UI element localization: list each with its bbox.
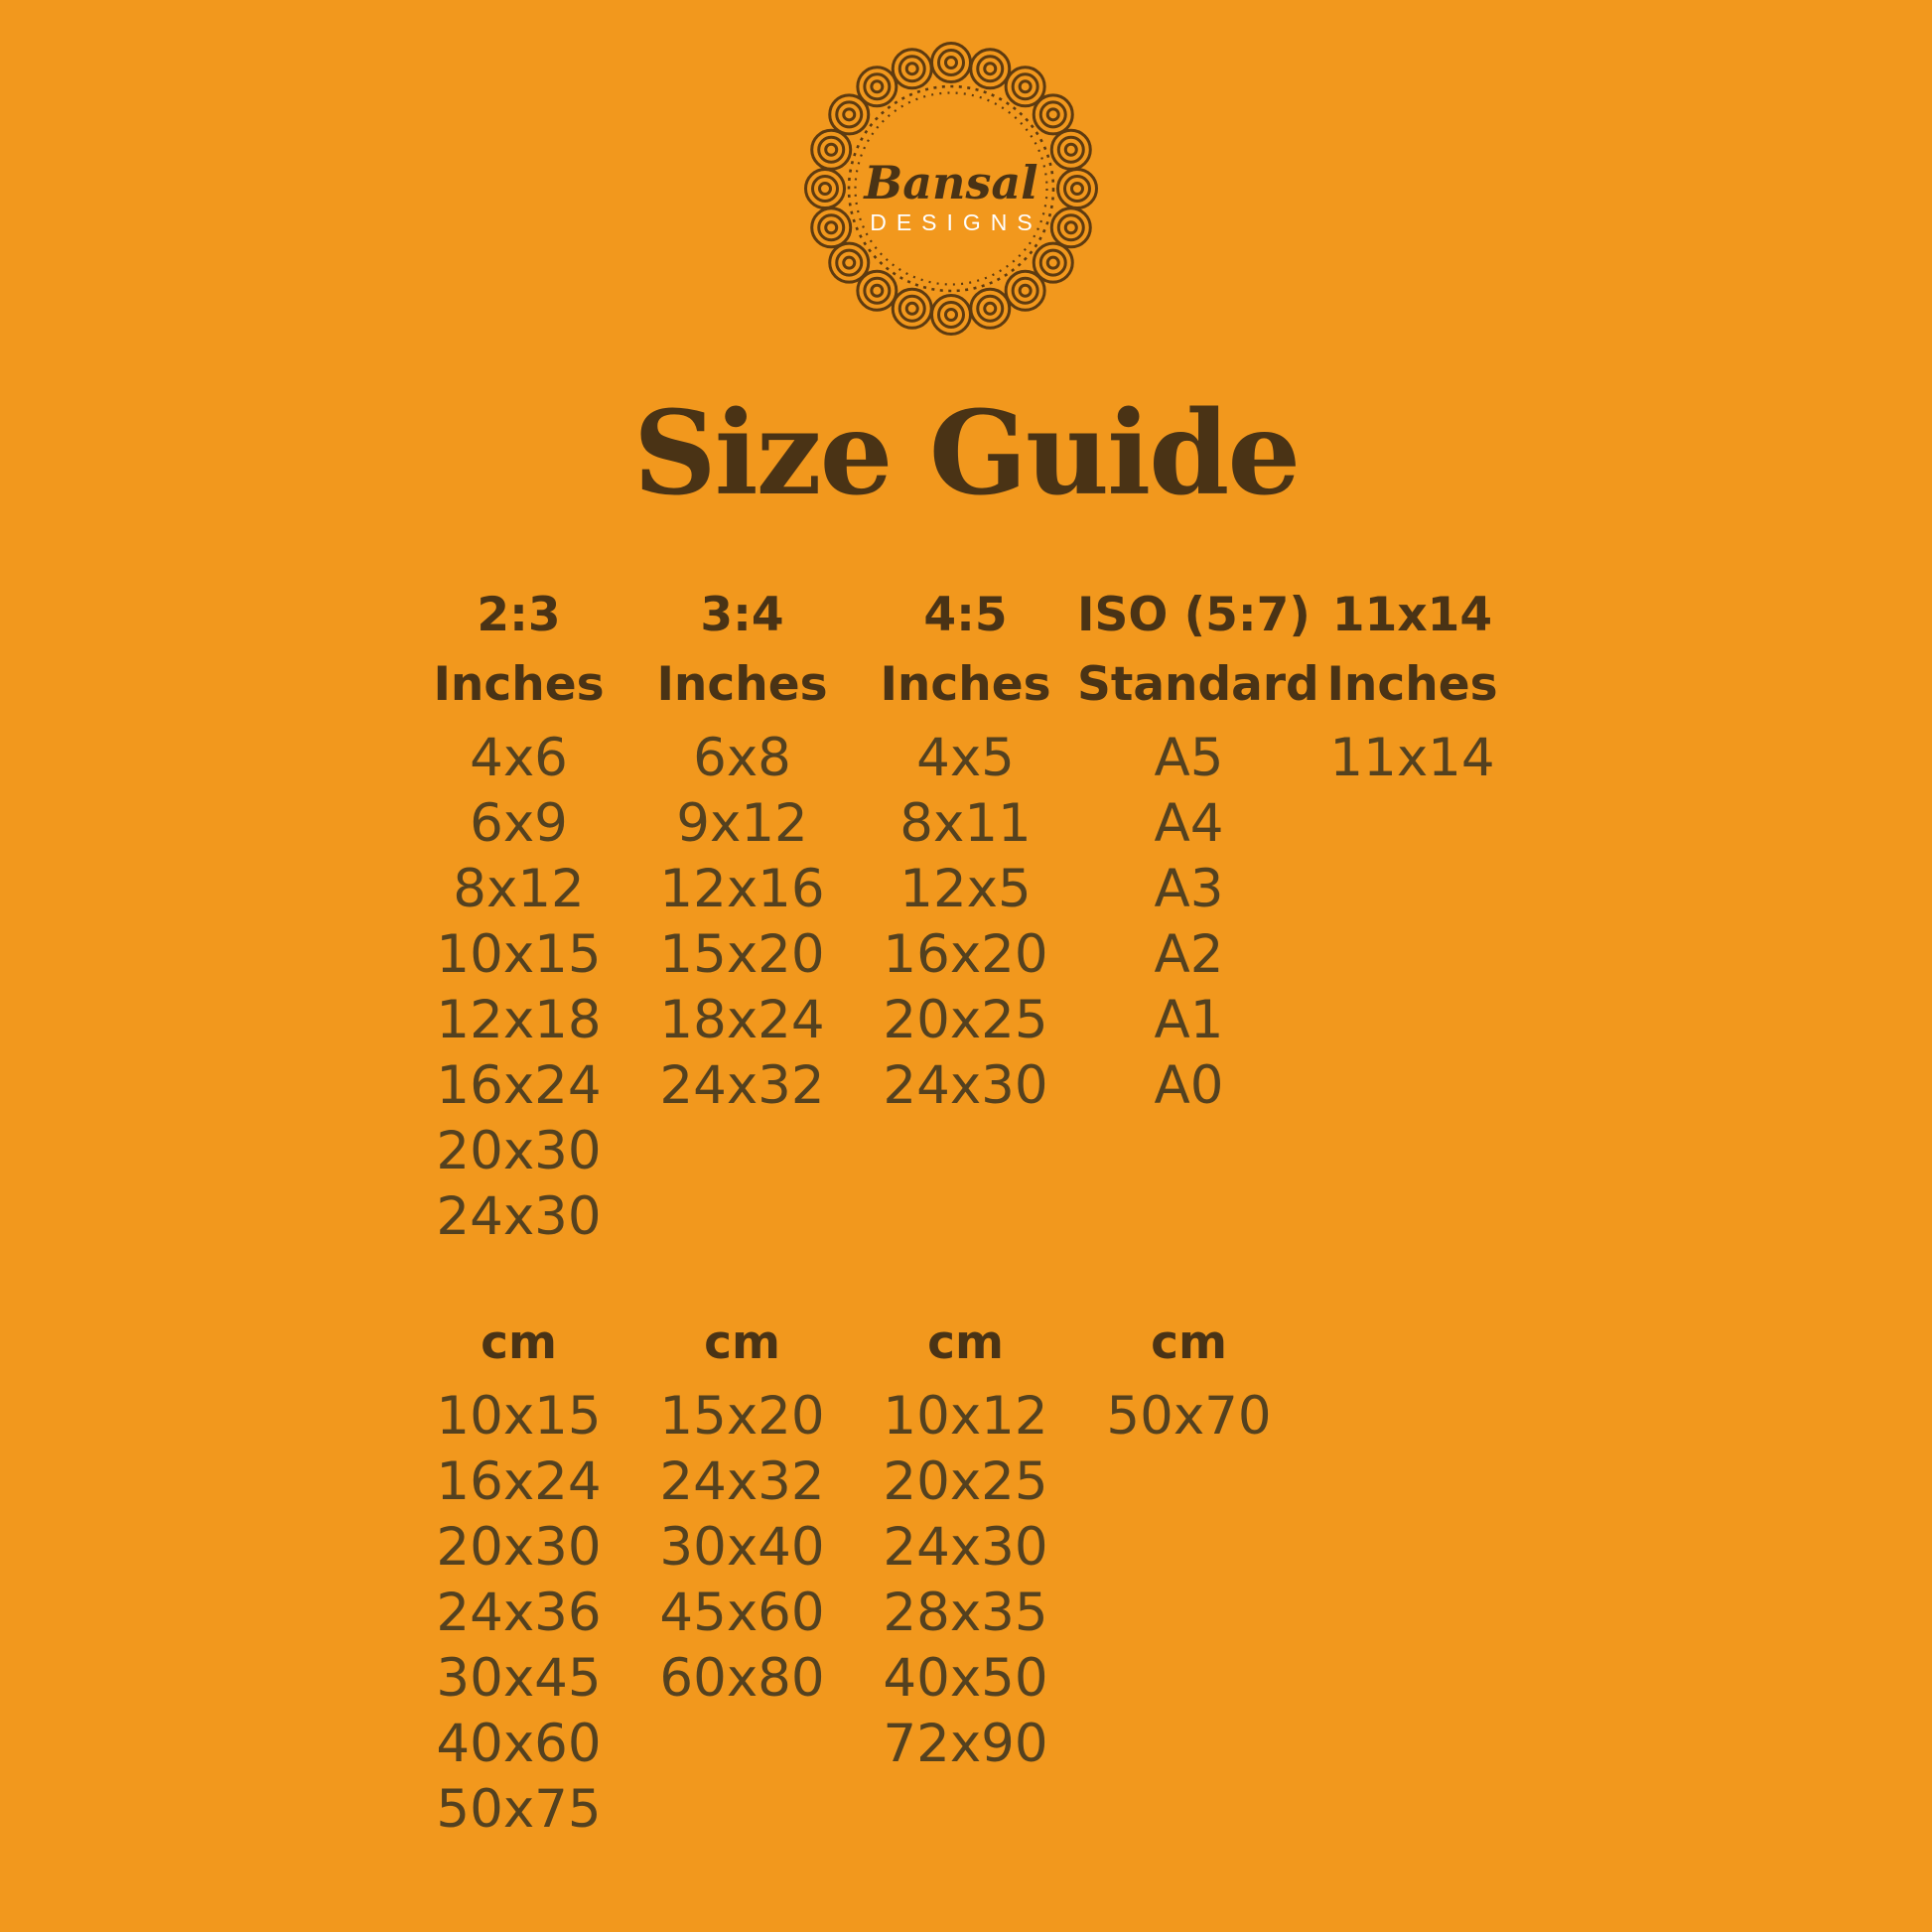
size-value: 9x12 — [676, 793, 808, 854]
size-value: 30x45 — [436, 1648, 602, 1709]
size-value: 28x35 — [883, 1583, 1048, 1643]
column-header-line: cm — [481, 1315, 557, 1370]
size-value: 10x15 — [436, 1386, 602, 1447]
size-value: 40x60 — [436, 1714, 602, 1774]
size-value: 16x20 — [883, 924, 1048, 985]
column-values — [407, 1384, 630, 1843]
size-value: 24x30 — [436, 1186, 602, 1247]
size-value: 4x5 — [916, 728, 1015, 788]
column-header-line: Inches — [433, 657, 605, 712]
size-value: 15x20 — [659, 1386, 825, 1447]
size-value: A0 — [1154, 1055, 1224, 1116]
size-value: 18x24 — [659, 990, 825, 1050]
size-value: 24x30 — [883, 1517, 1048, 1578]
logo-mandala-icon — [802, 40, 1100, 338]
column-header-line: cm — [1151, 1315, 1227, 1370]
size-value: 10x12 — [883, 1386, 1048, 1447]
size-value: 60x80 — [659, 1648, 825, 1709]
brand-logo — [802, 40, 1100, 338]
size-value: 4x6 — [470, 728, 568, 788]
size-value: 72x90 — [883, 1714, 1048, 1774]
size-value: 24x32 — [659, 1055, 825, 1116]
column-header — [407, 1309, 630, 1378]
size-value: 50x70 — [1106, 1386, 1272, 1447]
inches-size-table — [407, 581, 1524, 1250]
size-value: 24x30 — [883, 1055, 1048, 1116]
size-column — [1301, 581, 1524, 1250]
size-column — [630, 1309, 854, 1843]
cm-size-table — [407, 1309, 1301, 1843]
size-value: 6x9 — [470, 793, 568, 854]
size-column — [854, 1309, 1077, 1843]
column-header-line: Inches — [880, 657, 1051, 712]
column-values — [407, 726, 630, 1250]
column-values — [854, 726, 1077, 1119]
column-header-line: Standard — [1077, 657, 1319, 712]
size-column — [854, 581, 1077, 1250]
brand-subtitle: DESIGNS — [870, 209, 1042, 235]
column-header — [407, 581, 630, 720]
size-column — [630, 581, 854, 1250]
column-header-line: 2:3 — [477, 588, 561, 642]
size-column — [1077, 1309, 1301, 1843]
size-column — [407, 581, 630, 1250]
column-header-line: cm — [927, 1315, 1004, 1370]
size-value: 20x30 — [436, 1517, 602, 1578]
column-values — [1077, 726, 1301, 1119]
size-value: 12x16 — [659, 859, 825, 919]
column-values — [630, 726, 854, 1119]
column-header — [1077, 1309, 1301, 1378]
size-value: 20x25 — [883, 990, 1048, 1050]
size-value: 16x24 — [436, 1451, 602, 1512]
size-value: 40x50 — [883, 1648, 1048, 1709]
column-header-line: 11x14 — [1331, 588, 1493, 642]
size-value: 6x8 — [693, 728, 791, 788]
column-header — [630, 1309, 854, 1378]
size-value: A2 — [1154, 924, 1224, 985]
size-value: 24x36 — [436, 1583, 602, 1643]
column-header — [1077, 581, 1319, 720]
column-header-line: Inches — [1326, 657, 1498, 712]
column-header-line: 3:4 — [700, 588, 784, 642]
column-header-line: Inches — [656, 657, 828, 712]
size-value: 20x25 — [883, 1451, 1048, 1512]
column-values — [854, 1384, 1077, 1777]
column-values — [1077, 1384, 1301, 1449]
size-value: 12x5 — [899, 859, 1032, 919]
size-value: A3 — [1154, 859, 1224, 919]
size-value: A4 — [1154, 793, 1224, 854]
brand-name: Bansal — [864, 156, 1038, 209]
size-value: 20x30 — [436, 1121, 602, 1181]
size-value: 15x20 — [659, 924, 825, 985]
size-value: A1 — [1154, 990, 1224, 1050]
size-column — [1077, 581, 1319, 1250]
size-value: 12x18 — [436, 990, 602, 1050]
page-title: Size Guide — [632, 386, 1300, 521]
size-value: 11x14 — [1329, 728, 1495, 788]
size-value: 50x75 — [436, 1779, 602, 1840]
column-header — [854, 1309, 1077, 1378]
size-value: 30x40 — [659, 1517, 825, 1578]
column-header — [854, 581, 1077, 720]
column-values — [1301, 726, 1524, 791]
column-header — [630, 581, 854, 720]
column-values — [630, 1384, 854, 1712]
column-header — [1301, 581, 1524, 720]
size-column — [407, 1309, 630, 1843]
column-header-line: cm — [704, 1315, 780, 1370]
size-value: 24x32 — [659, 1451, 825, 1512]
column-header-line: 4:5 — [923, 588, 1008, 642]
size-value: 16x24 — [436, 1055, 602, 1116]
size-value: A5 — [1154, 728, 1224, 788]
column-header-line: ISO (5:7) — [1077, 588, 1311, 642]
size-value: 10x15 — [436, 924, 602, 985]
size-value: 45x60 — [659, 1583, 825, 1643]
size-value: 8x11 — [899, 793, 1032, 854]
size-value: 8x12 — [453, 859, 585, 919]
